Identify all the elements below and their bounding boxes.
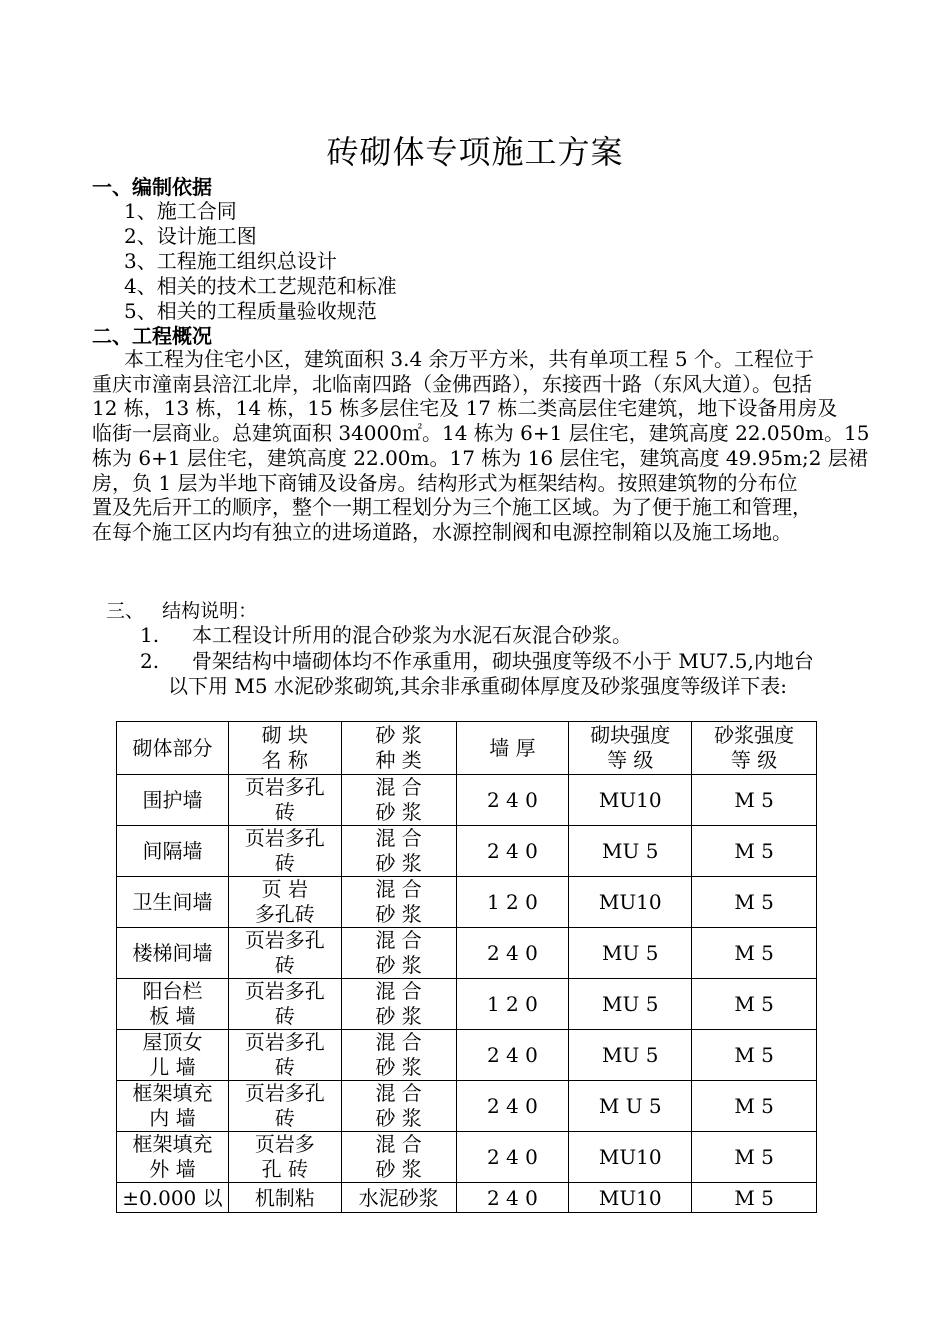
mortar-type-cell-line: 混 合 [375, 979, 422, 1003]
basis-item-3: 3、工程施工组织总设计 [124, 249, 337, 273]
block-name-cell-line: 页岩多孔 [244, 826, 325, 850]
wall-part-cell-line: 儿 墙 [149, 1055, 196, 1079]
block-name-cell-line: 页岩多孔 [244, 979, 325, 1003]
header-cell-line: 砌体部分 [132, 735, 213, 760]
structure-item-1-number: 1. [140, 623, 160, 647]
section1-heading: 一、编制依据 [92, 175, 212, 199]
wall-thickness-cell: 2 4 0 [456, 826, 569, 877]
wall-thickness-cell: 2 4 0 [456, 1132, 569, 1183]
wall-thickness-cell: 2 4 0 [456, 775, 569, 826]
mortar-grade-cell: M 5 [692, 1183, 817, 1213]
basis-item-5: 5、相关的工程质量验收规范 [124, 299, 377, 323]
overview-line: 置及先后开工的顺序，整个一期工程划分为三个施工区域。为了便于施工和管理， [92, 495, 812, 520]
structure-item-2-text: 骨架结构中墙砌体均不作承重用，砌块强度等级不小于 MU7.5,内地台 [192, 649, 814, 673]
table-row [117, 1132, 817, 1183]
section2-heading: 二、工程概况 [92, 324, 212, 348]
block-grade-cell: MU 5 [569, 1030, 692, 1081]
overview-line: 在每个施工区内均有独立的进场道路，水源控制阀和电源控制箱以及施工场地。 [92, 519, 792, 544]
header-cell-line: 等 级 [730, 748, 778, 772]
masonry-spec-table [116, 721, 817, 1213]
wall-part-cell-line: 间隔墙 [142, 838, 203, 863]
mortar-type-cell [341, 1081, 456, 1132]
block-name-cell-line: 页岩多孔 [244, 1081, 325, 1105]
wall-part-cell [117, 877, 229, 928]
structure-item-2-continuation: 以下用 M5 水泥砂浆砌筑,其余非承重砌体厚度及砂浆强度等级详下表: [168, 674, 788, 698]
wall-part-cell-line: 楼梯间墙 [132, 940, 213, 965]
header-cell-line: 等 级 [607, 748, 654, 772]
block-name-cell [228, 826, 341, 877]
block-name-cell-line: 孔 砖 [261, 1157, 308, 1181]
mortar-grade-cell: M 5 [692, 979, 817, 1030]
block-grade-cell: MU 5 [569, 928, 692, 979]
wall-part-cell-line: ±0.000 以 [122, 1185, 223, 1210]
wall-thickness-cell: 1 2 0 [456, 979, 569, 1030]
table-row [117, 979, 817, 1030]
wall-part-cell [117, 775, 229, 826]
mortar-type-cell-line: 混 合 [375, 775, 422, 799]
wall-part-cell [117, 1183, 229, 1213]
table-row [117, 1030, 817, 1081]
table-row [117, 928, 817, 979]
block-name-cell-line: 页 岩 [261, 877, 308, 901]
table-row [117, 826, 817, 877]
block-name-cell [228, 979, 341, 1030]
block-name-cell-line: 砖 [274, 800, 295, 824]
block-name-cell [228, 877, 341, 928]
header-cell-line: 砌 块 [261, 723, 308, 747]
block-name-cell [228, 1132, 341, 1183]
document-title: 砖砌体专项施工方案 [326, 133, 624, 171]
block-name-cell-line: 砖 [274, 1055, 295, 1079]
mortar-type-cell [341, 979, 456, 1030]
header-cell [692, 722, 817, 775]
wall-part-cell [117, 928, 229, 979]
mortar-type-cell-line: 混 合 [375, 928, 422, 952]
overview-line: 12 栋，13 栋，14 栋，15 栋多层住宅及 17 栋二类高层住宅建筑，地下设备用房及 [92, 396, 838, 421]
table-header-row [117, 722, 817, 775]
overview-line: 重庆市潼南县涪江北岸，北临南四路（金佛西路），东接西十路（东风大道）。包括 [92, 371, 812, 396]
wall-part-cell [117, 826, 229, 877]
block-grade-cell: MU 5 [569, 826, 692, 877]
block-name-cell-line: 页岩多 [254, 1132, 315, 1156]
wall-part-cell-line: 框架填充 [132, 1132, 213, 1156]
block-grade-cell: MU10 [569, 775, 692, 826]
header-cell [117, 722, 229, 775]
mortar-type-cell-line: 砂 浆 [375, 851, 422, 875]
wall-thickness-cell: 1 2 0 [456, 877, 569, 928]
block-name-cell [228, 775, 341, 826]
mortar-type-cell-line: 混 合 [375, 1132, 422, 1156]
wall-part-cell-line: 外 墙 [149, 1157, 196, 1181]
mortar-grade-cell: M 5 [692, 775, 817, 826]
block-name-cell [228, 1081, 341, 1132]
section3-heading: 三、 结构说明： [106, 600, 258, 622]
block-grade-cell: MU 5 [569, 979, 692, 1030]
mortar-type-cell [341, 1183, 456, 1213]
mortar-type-cell [341, 1030, 456, 1081]
structure-item-1-text: 本工程设计所用的混合砂浆为水泥石灰混合砂浆。 [192, 623, 632, 647]
block-name-cell-line: 机制粘 [254, 1185, 315, 1210]
mortar-type-cell-line: 混 合 [375, 826, 422, 850]
overview-line: 房，负 1 层为半地下商铺及设备房。结构形式为框架结构。按照建筑物的分布位 [92, 470, 798, 495]
mortar-type-cell [341, 1132, 456, 1183]
block-grade-cell: MU10 [569, 877, 692, 928]
wall-part-cell [117, 979, 229, 1030]
table-row [117, 877, 817, 928]
mortar-grade-cell: M 5 [692, 928, 817, 979]
basis-item-4: 4、相关的技术工艺规范和标准 [124, 274, 397, 298]
header-cell [456, 722, 569, 775]
wall-part-cell-line: 卫生间墙 [132, 889, 213, 914]
block-name-cell [228, 1030, 341, 1081]
wall-part-cell [117, 1081, 229, 1132]
header-cell-line: 砂 浆 [375, 723, 422, 747]
wall-part-cell [117, 1132, 229, 1183]
mortar-grade-cell: M 5 [692, 826, 817, 877]
mortar-grade-cell: M 5 [692, 1030, 817, 1081]
mortar-type-cell-line: 砂 浆 [375, 1004, 422, 1028]
wall-part-cell-line: 围护墙 [142, 787, 203, 812]
header-cell [569, 722, 692, 775]
header-cell-line: 墙 厚 [489, 735, 536, 760]
block-name-cell-line: 砖 [274, 1106, 295, 1130]
wall-thickness-cell: 2 4 0 [456, 928, 569, 979]
mortar-type-cell-line: 砂 浆 [375, 1157, 422, 1181]
block-name-cell-line: 砖 [274, 1004, 295, 1028]
block-name-cell-line: 页岩多孔 [244, 1030, 325, 1054]
wall-part-cell-line: 框架填充 [132, 1081, 213, 1105]
mortar-type-cell-line: 混 合 [375, 1030, 422, 1054]
table-row [117, 1081, 817, 1132]
project-overview-paragraph [92, 347, 872, 545]
block-name-cell-line: 页岩多孔 [244, 775, 325, 799]
wall-part-cell-line: 屋顶女 [142, 1030, 203, 1054]
table-row [117, 1183, 817, 1213]
mortar-grade-cell: M 5 [692, 1132, 817, 1183]
block-grade-cell: MU10 [569, 1183, 692, 1213]
block-grade-cell: M U 5 [569, 1081, 692, 1132]
header-cell [341, 722, 456, 775]
structure-item-2-number: 2. [140, 649, 160, 673]
wall-thickness-cell: 2 4 0 [456, 1081, 569, 1132]
overview-line: 本工程为住宅小区，建筑面积 3.4 余万平方米，共有单项工程 5 个。工程位于 [124, 347, 814, 371]
block-name-cell-line: 砖 [274, 953, 295, 977]
header-cell [228, 722, 341, 775]
block-grade-cell: MU10 [569, 1132, 692, 1183]
basis-item-1: 1、施工合同 [124, 199, 237, 223]
wall-thickness-cell: 2 4 0 [456, 1183, 569, 1213]
wall-part-cell-line: 板 墙 [149, 1004, 196, 1028]
mortar-type-cell [341, 877, 456, 928]
wall-part-cell-line: 内 墙 [149, 1106, 196, 1130]
block-name-cell-line: 多孔砖 [254, 902, 315, 926]
wall-part-cell-line: 阳台栏 [142, 979, 203, 1003]
mortar-type-cell [341, 775, 456, 826]
header-cell-line: 种 类 [375, 748, 422, 772]
mortar-type-cell-line: 砂 浆 [375, 1106, 422, 1130]
overview-line: 临街一层商业。总建筑面积 34000㎡。14 栋为 6+1 层住宅，建筑高度 22.050m。15 [92, 421, 870, 446]
mortar-type-cell-line: 砂 浆 [375, 800, 422, 824]
block-name-cell [228, 928, 341, 979]
mortar-type-cell [341, 826, 456, 877]
overview-line: 栋为 6+1 层住宅，建筑高度 22.00m。17 栋为 16 层住宅，建筑高度 49.95m;2 层裙 [92, 445, 868, 470]
block-name-cell [228, 1183, 341, 1213]
header-cell-line: 砂浆强度 [714, 723, 795, 747]
mortar-type-cell-line: 混 合 [375, 877, 422, 901]
block-name-cell-line: 页岩多孔 [244, 928, 325, 952]
mortar-type-cell [341, 928, 456, 979]
mortar-type-cell-line: 混 合 [375, 1081, 422, 1105]
mortar-grade-cell: M 5 [692, 877, 817, 928]
header-cell-line: 砌块强度 [590, 723, 671, 747]
wall-part-cell [117, 1030, 229, 1081]
mortar-type-cell-line: 砂 浆 [375, 953, 422, 977]
header-cell-line: 名 称 [261, 748, 308, 772]
mortar-grade-cell: M 5 [692, 1081, 817, 1132]
block-name-cell-line: 砖 [274, 851, 295, 875]
mortar-type-cell-line: 砂 浆 [375, 902, 422, 926]
mortar-type-cell-line: 水泥砂浆 [358, 1185, 439, 1210]
mortar-type-cell-line: 砂 浆 [375, 1055, 422, 1079]
wall-thickness-cell: 2 4 0 [456, 1030, 569, 1081]
basis-item-2: 2、设计施工图 [124, 224, 257, 248]
table-row [117, 775, 817, 826]
